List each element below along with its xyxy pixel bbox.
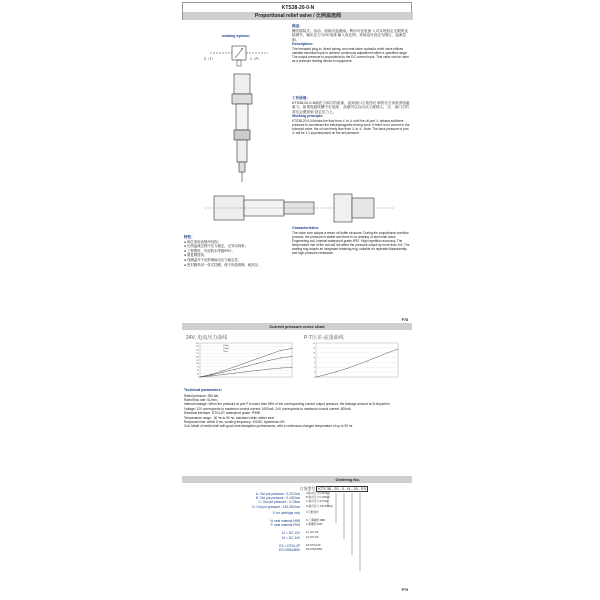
feature-item: ● 重复精度高； xyxy=(184,253,208,258)
features-heading: 特性： xyxy=(184,235,195,239)
order-option: 0 只配阀件 xyxy=(306,510,319,514)
param-item: Voltage: 12V corresponds to maximum control current: 1600mA, 24V corresponds to maximum control current: 800mA xyxy=(184,406,351,411)
features-list xyxy=(184,235,274,267)
data-point xyxy=(269,354,270,355)
order-option: EX DT04-2P xyxy=(306,543,321,547)
order-option: 24 24V DC xyxy=(306,535,319,539)
principle-text-zh: KTS38-20-0-N阀在①和②的闭塞，直到油口①获得足 够的压力来抵消电磁驱力。如果电磁线圈中无电流， 油液可以自由从①流到②。 注：油口②的背压会叠加到 设定压力上。 xyxy=(292,100,410,114)
ordering-header xyxy=(182,476,412,483)
order-line: A: Out put pressure : 0-210 bar xyxy=(256,492,300,496)
description-text-zh: 螺纹插装式、直动、座阀式溢流阀。利用可变电流 入可实现恒定无限的连续调节。输出压力与DC电流 输入成比例，该阀也可设定为限压、溢流控制。 xyxy=(292,28,408,42)
data-point xyxy=(257,363,258,364)
data-point xyxy=(280,350,281,351)
data-point xyxy=(234,373,235,374)
order-line: D: Out put pressure : 140-350 bar xyxy=(252,504,300,509)
plot-frame xyxy=(313,343,398,379)
data-point xyxy=(223,374,224,375)
principle-heading-zh: 工作原理： xyxy=(292,96,310,100)
order-option: A 输出压力:0-210bar xyxy=(306,492,330,495)
description-heading-zh: 描述： xyxy=(292,24,303,28)
feature-item: ● 工程塑料，内部防水等级IP67； xyxy=(184,248,235,253)
order-code-prefix: 订货型号 xyxy=(300,487,316,491)
series-line xyxy=(313,349,398,379)
data-point xyxy=(269,369,270,370)
data-point xyxy=(211,375,212,376)
ordering-title: Ordering No. xyxy=(335,477,360,482)
param-item: Internal leakage: When the pressure at port P is lower than 85% of the corresponding current output pressure, the leakage amount is<5 drops/min xyxy=(184,402,390,407)
principle-section xyxy=(292,96,410,135)
valve-drawing-icon xyxy=(222,72,262,192)
chart-title-right: P-T压差-流量曲线 xyxy=(304,335,344,341)
chart-title-left: 24V, 电流压力曲线 xyxy=(186,335,228,341)
data-point xyxy=(357,365,358,366)
y-tick-label: 12 xyxy=(312,347,315,350)
param-item: Rated flow rate: 5L/min, xyxy=(184,398,218,402)
characteristics-heading: Characteristics: xyxy=(292,226,320,230)
valve-section-icon xyxy=(194,188,404,228)
data-point xyxy=(292,356,293,357)
description-heading-en: Description: xyxy=(292,42,313,47)
feature-item: ● 比例溢流过程中压力稳定，无异动现象； xyxy=(184,244,249,249)
y-tick-label: 250 xyxy=(195,342,199,345)
y-tick-label: 175 xyxy=(195,353,199,355)
order-line: 24 = DC 24V xyxy=(281,535,300,540)
order-option: N 丁腈橡胶 NBR xyxy=(306,519,326,523)
order-legend xyxy=(200,492,300,552)
y-tick-label: 8 xyxy=(313,357,315,360)
data-point xyxy=(292,348,293,349)
data-point xyxy=(211,376,212,377)
data-point xyxy=(234,366,235,367)
param-item: Coil: Made of metal shell with good heat dissipation performance, with a continuous charged temperature of up to 90 ℃ xyxy=(184,424,353,429)
data-point xyxy=(336,371,337,372)
y-tick-label: 200 xyxy=(195,349,199,352)
data-point xyxy=(223,371,224,372)
y-tick-label: 4 xyxy=(313,367,315,370)
principle-heading-en: Working principle: xyxy=(292,114,324,119)
y-tick-label: 0 xyxy=(197,376,199,379)
order-line: F: seal material FKM xyxy=(270,523,300,528)
data-point xyxy=(367,361,368,362)
data-point xyxy=(313,376,317,379)
data-point xyxy=(377,356,378,357)
data-point xyxy=(280,358,281,359)
data-point xyxy=(269,360,270,361)
working-symbol-label: working symbol: xyxy=(222,34,250,38)
title-box xyxy=(182,2,412,20)
order-line: 0: for cartridge only xyxy=(272,510,300,515)
flow-chart xyxy=(304,334,404,382)
feature-item: ● 密封圈采用一体式挡圈，便于拆装维修，耐高压； xyxy=(184,262,262,267)
y-tick-label: 0 xyxy=(313,376,315,379)
chart-left-plot xyxy=(186,341,296,381)
y-tick-label: 125 xyxy=(195,359,199,362)
data-point xyxy=(246,362,247,363)
y-tick-label: 2 xyxy=(313,371,315,374)
data-point xyxy=(257,358,258,359)
order-option: EG DIN43650 xyxy=(306,548,323,552)
chart-right-plot xyxy=(304,341,404,381)
current-pressure-chart xyxy=(186,334,296,382)
data-point xyxy=(292,367,293,368)
y-tick-label: 100 xyxy=(195,363,199,366)
port-1-label: 1（P） xyxy=(250,57,262,61)
param-item: Temperature range: -30 ℃ to 90 ℃, standard nitrile rubber seal xyxy=(184,415,274,420)
order-option: B 输出压力:0-150bar xyxy=(306,496,330,500)
y-tick-label: 75 xyxy=(196,366,199,369)
y-tick-label: 25 xyxy=(196,373,199,376)
y-tick-label: 14 xyxy=(312,342,315,345)
param-item: Rated pressure: 350 bar, xyxy=(184,393,220,398)
feature-item: ● 阀芯采用油缓冲结构； xyxy=(184,239,221,244)
feature-item: ● 线圈温升不应影响输出压力稳定性； xyxy=(184,257,242,262)
series-line xyxy=(197,367,292,379)
param-item: Response time: within 5 ms, working frequency: 100HZ, hysteresis<4% xyxy=(184,420,285,425)
data-point xyxy=(398,349,399,350)
data-point xyxy=(346,368,347,369)
data-point xyxy=(234,369,235,370)
data-point xyxy=(257,370,258,371)
port-2-label: 2（T） xyxy=(204,57,216,61)
page-number: P78 xyxy=(401,318,408,322)
y-tick-label: 150 xyxy=(195,356,199,359)
series-label: 210bar xyxy=(223,345,230,347)
data-point xyxy=(223,372,224,373)
order-line: C: Out put pressure : 0-70bar xyxy=(258,500,300,505)
order-line: N: seal material NBR xyxy=(270,519,300,524)
order-code-value: KTS 38 - 20 - 0 - N - 24 - EX xyxy=(318,487,367,491)
param-item: Electrical interface: DT04-2P, waterproof grade: IP69K xyxy=(184,411,261,416)
order-line: 12 = DC 12V xyxy=(281,531,300,536)
data-point xyxy=(387,352,388,353)
y-tick-label: 225 xyxy=(195,346,199,349)
order-option: D 输出压力:140-350bar xyxy=(306,504,333,508)
series-label: 70bar xyxy=(223,351,229,353)
y-tick-label: 6 xyxy=(313,362,315,365)
data-point xyxy=(280,368,281,369)
characteristics-section xyxy=(292,226,410,255)
order-line: EG=DIN43650 xyxy=(279,548,300,553)
characteristics-text: The valve core adopts a return oil buffer structure. During the proportional overflow process, the pressure is stable and there is no shaking or abnormal noise. Engineering coil, internal waterproof grade IP67. High repetition accuracy. The temperature rise of the coil will not affect the pressure output by more than 4%. The sealing ring adopts an integrated retaining ring, suitable for repeated disassembly and high pressure resistance. xyxy=(292,230,410,256)
data-point xyxy=(246,366,247,367)
y-tick-label: 10 xyxy=(312,352,315,355)
y-tick-label: 50 xyxy=(196,370,199,372)
data-point xyxy=(211,374,212,375)
product-subtitle: Proportional relief valve / 比例溢流阀 xyxy=(183,12,413,20)
data-point xyxy=(246,371,247,372)
datasheet-page xyxy=(182,0,412,600)
data-point xyxy=(326,374,327,375)
params-heading: Technical parameters: xyxy=(184,388,222,392)
order-option: C 输出压力:0-70bar xyxy=(306,500,329,504)
technical-parameters xyxy=(184,388,410,429)
data-point xyxy=(197,376,201,379)
order-line: EX = DT04-2P xyxy=(279,543,300,548)
description-section xyxy=(292,24,410,63)
description-text-en: The threaded plug-in, direct acting, and seat valve hydraulic relief valve utilizes variable electrical input to achieve continuous adjustment within a specified range. The output pressure is proportional to the DC current input. This valve can be used as a pressure limiting device in equipment. xyxy=(292,46,409,64)
series-label: 150bar xyxy=(223,348,230,350)
curve-section-title: Current pressure curve chart xyxy=(182,323,412,330)
order-line: B: Out put pressure : 0-150 bar xyxy=(256,496,300,501)
page-number-bottom: P79 xyxy=(401,588,408,592)
model-title: KTS38-20-0-N xyxy=(281,5,315,11)
order-connectors xyxy=(300,487,410,597)
order-option: F 氟橡胶 FKM xyxy=(306,523,323,527)
principle-text-en: KTS38-20-0-N blocks the flow from ① to ② until the oil port ① obtains sufficient pressure to counteract the electromagnetic driving force. If there is no current in the solenoid valve, the oil can freely flow from ① to ②. Note: The back pressure of port ② will be 1:1 superimposed on the set pressure. xyxy=(292,118,410,136)
hydraulic-symbol-icon xyxy=(202,40,282,70)
order-option: 12 12V DC xyxy=(306,531,319,535)
